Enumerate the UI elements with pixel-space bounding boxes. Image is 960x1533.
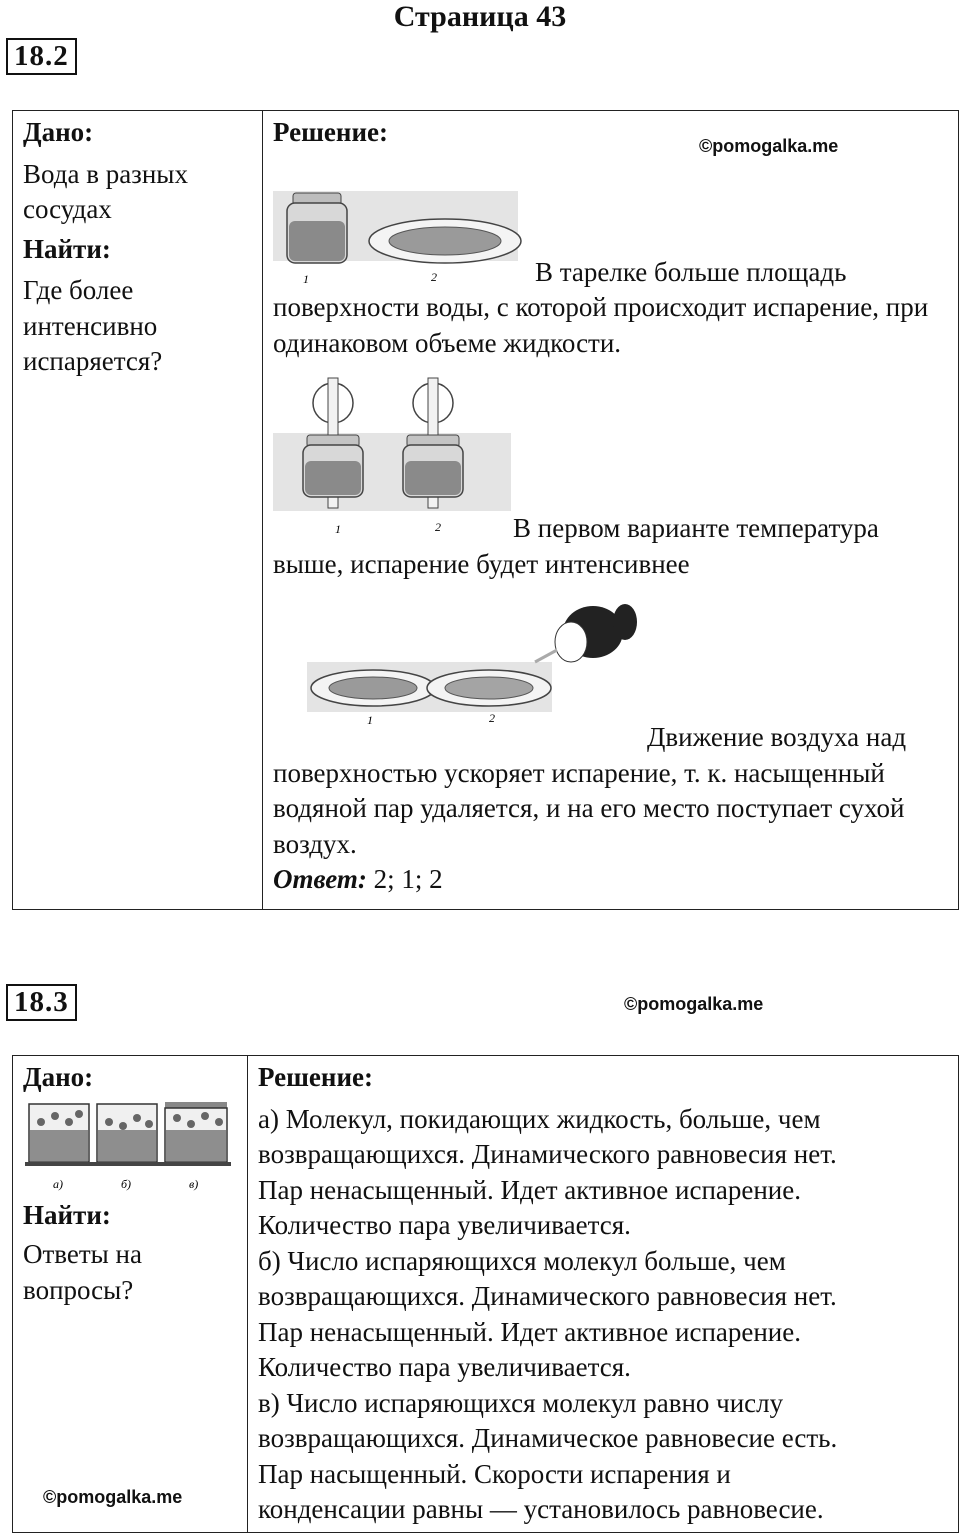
fig1-label-2: 2 [431,269,437,284]
solution-line: б) Число испаряющихся молекул больше, чем [258,1245,786,1276]
fig3-label-1: 1 [367,713,373,727]
solution-line: конденсации равны — установилось равновесие. [258,1494,824,1524]
given-text: Вода в разных сосудах [23,158,188,224]
fig1-label-1: 1 [303,271,309,286]
fig2-label-2: 2 [435,520,441,534]
text2-lead: В первом варианте температура [513,513,879,543]
solution-line: возвращающихся. Динамическое равновесие есть. [258,1423,838,1453]
find-label: Найти: [23,233,111,264]
fig-label-a: а) [53,1176,63,1191]
solution-line: возвращающихся. Динамического равновесия нет. [258,1281,837,1311]
task-18-2-table [12,110,959,910]
task-number-18-3: 18.3 [6,984,77,1021]
answer-label: Ответ: [273,864,367,894]
solution-line: Пар ненасыщенный. Идет активное испарение. [258,1174,801,1205]
solution-line: возвращающихся. Динамического равновесия нет. [258,1139,837,1169]
plates-and-blowing-figure [273,592,653,742]
text1-rest: поверхности воды, с которой происходит испарение, при одинаковом объеме жидкости. [273,292,929,358]
answer-line [273,862,948,898]
fig2-label-1: 1 [335,522,341,536]
find-text: Ответы на вопросы? [23,1239,142,1305]
text1-lead: В тарелке больше площадь [535,256,847,287]
solution-column [263,111,959,910]
solution-line: Количество пара увеличивается. [258,1352,631,1382]
fig3-label-2: 2 [489,711,495,725]
fig-label-b: б) [121,1176,132,1191]
solution-line: а) Молекул, покидающих жидкость, больше, чем [258,1103,821,1134]
beakers-figure [23,1100,233,1196]
text3-rest: поверхностью ускоряет испарение, т. к. насыщенный водяной пар удаляется, и на его место поступает сухой воздух. [273,757,905,859]
solution-line: Пар ненасыщенный. Идет активное испарение. [258,1316,801,1347]
task-number-18-2: 18.2 [6,38,77,75]
given-label: Дано: [23,1062,94,1092]
find-text: Где более интенсивно испаряется? [23,275,163,376]
watermark: ©pomogalka.me [43,1487,183,1507]
solution-text [258,1102,948,1528]
page-title: Страница 43 [393,0,567,33]
watermark: ©pomogalka.me [699,136,839,156]
solution-line: Пар насыщенный. Скорости испарения и [258,1458,731,1489]
answer-value: 2; 1; 2 [373,864,443,894]
text3-lead: Движение воздуха над [647,722,907,752]
given-column [13,111,263,910]
solution-label: Решение: [273,117,388,147]
solution-label: Решение: [258,1062,373,1092]
task-18-3-table [12,1055,959,1533]
solution-line: Количество пара увеличивается. [258,1210,631,1240]
given-label: Дано: [23,117,94,147]
fig-label-v: в) [189,1176,199,1191]
jar-and-plate-figure [273,151,533,287]
find-label: Найти: [23,1199,111,1230]
solution-line: в) Число испаряющихся молекул равно числу [258,1387,784,1418]
thermometer-jars-figure [273,373,523,539]
watermark: ©pomogalka.me [624,994,764,1014]
text2-rest: выше, испарение будет интенсивнее [273,548,690,579]
solution-column [248,1056,959,1533]
given-column [13,1056,248,1533]
